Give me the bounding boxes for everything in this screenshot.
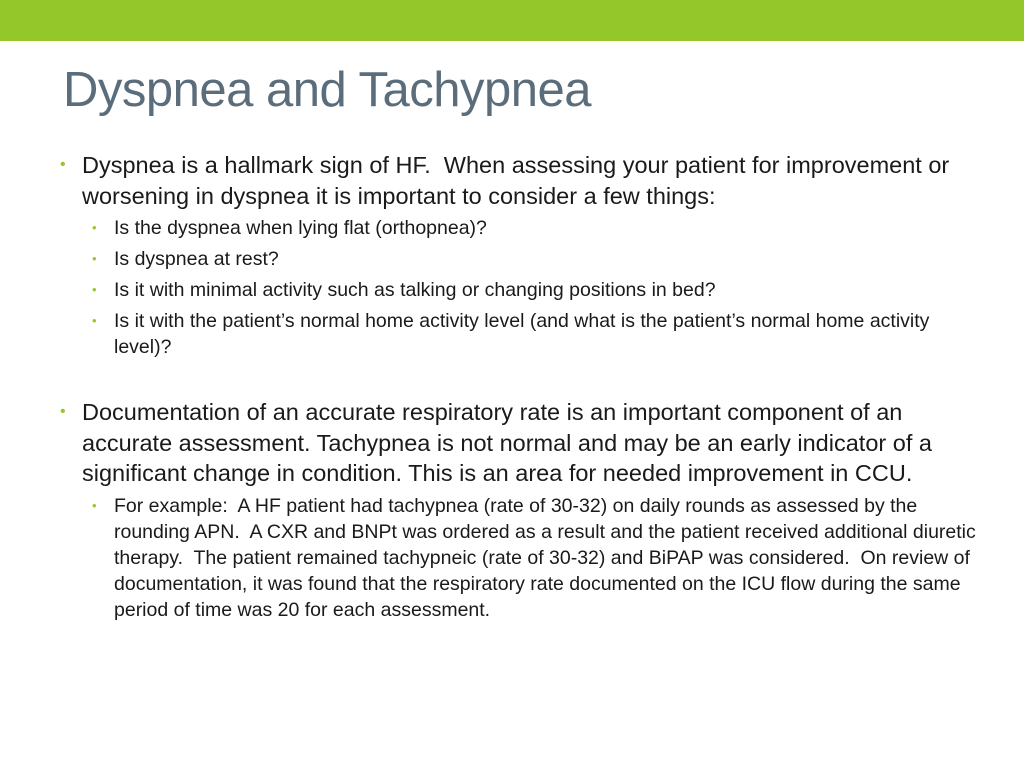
sub-bullet-text: Is it with the patient’s normal home activity level (and what is the patient’s normal home activity level)? bbox=[114, 310, 935, 358]
bullet-text: Dyspnea is a hallmark sign of HF. When assessing your patient for improvement or worsening in dyspnea it is important to consider a few things: bbox=[82, 152, 956, 209]
sub-bullet-dot-icon: • bbox=[92, 251, 97, 266]
bullet-list bbox=[60, 150, 990, 623]
bullet-dot-icon: • bbox=[60, 156, 66, 173]
sub-bullet-dot-icon: • bbox=[92, 497, 97, 513]
accent-top-bar bbox=[0, 0, 1024, 41]
slide-title: Dyspnea and Tachypnea bbox=[63, 63, 591, 117]
bullet-item-dyspnea bbox=[60, 150, 990, 360]
sub-bullet-list bbox=[82, 215, 990, 360]
sub-bullet-text: For example: A HF patient had tachypnea (rate of 30-32) on daily rounds as assessed by the rounding APN. A CXR and BNPt was ordered as a result and the patient received additional diuretic therapy. The patient remained tachypneic (rate of 30-32) and BiPAP was considered. On review of documentation, it was found that the respiratory rate documented on the ICU flow during the same period of time was 20 for each assessment. bbox=[114, 494, 982, 621]
sub-bullet-dot-icon: • bbox=[92, 313, 97, 328]
sub-bullet-item bbox=[82, 493, 990, 623]
sub-bullet-item bbox=[82, 246, 990, 272]
sub-bullet-text: Is dyspnea at rest? bbox=[114, 248, 279, 270]
sub-bullet-dot-icon: • bbox=[92, 220, 97, 235]
bullet-item-respiratory-rate bbox=[60, 397, 990, 623]
bullet-dot-icon: • bbox=[60, 403, 66, 420]
sub-bullet-dot-icon: • bbox=[92, 282, 97, 297]
sub-bullet-item bbox=[82, 215, 990, 241]
bullet-text: Documentation of an accurate respiratory rate is an important component of an accurate assessment. Tachypnea is not normal and may be an early indicator of a significant change in condition. This is an area for needed improvement in CCU. bbox=[82, 399, 939, 486]
sub-bullet-list bbox=[82, 493, 990, 623]
sub-bullet-text: Is it with minimal activity such as talking or changing positions in bed? bbox=[114, 279, 716, 301]
slide-content bbox=[60, 150, 990, 623]
sub-bullet-item bbox=[82, 277, 990, 303]
sub-bullet-item bbox=[82, 308, 990, 360]
sub-bullet-text: Is the dyspnea when lying flat (orthopnea)? bbox=[114, 217, 487, 239]
